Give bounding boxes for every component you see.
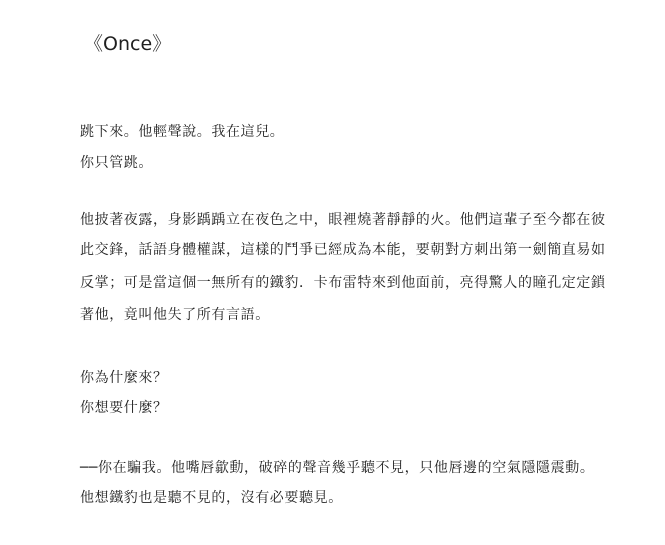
document-title: 《Once》 xyxy=(84,33,172,55)
text-line: 反掌；可是當這個一無所有的鐵豹．卡布雷特來到他面前，亮得驚人的瞳孔定定鎖 xyxy=(80,275,606,291)
text-line: 跳下來。他輕聲說。我在這兒。 xyxy=(80,124,285,140)
text-line: 著他，竟叫他失了所有言語。 xyxy=(80,307,270,323)
text-line: 他想鐵豹也是聽不見的，沒有必要聽見。 xyxy=(80,490,343,506)
text-line: 你為什麼來？ xyxy=(80,370,168,386)
text-line: 你想要什麼？ xyxy=(80,400,168,416)
text-line: 此交鋒，話語身體權謀，這樣的鬥爭已經成為本能，要朝對方刺出第一劍簡直易如 xyxy=(80,242,606,258)
text-line: 他披著夜露，身影踽踽立在夜色之中，眼裡燒著靜靜的火。他們這輩子至今都在彼 xyxy=(80,212,606,228)
text-line: ──你在騙我。他嘴唇歙動，破碎的聲音幾乎聽不見，只他唇邊的空氣隱隱震動。 xyxy=(80,460,595,476)
text-line: 你只管跳。 xyxy=(80,155,153,171)
